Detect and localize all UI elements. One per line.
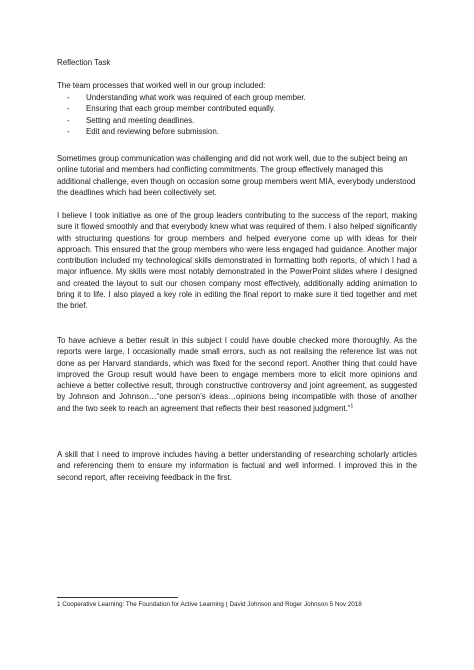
intro-text: The team processes that worked well in our group included: bbox=[57, 81, 266, 90]
footnote-marker: 1 bbox=[350, 403, 354, 410]
list-item: - Understanding what work was required of each group member. bbox=[67, 93, 306, 102]
paragraph-initiative: I believe I took initiative as one of the group leaders contributing to the success of the report, making sure it flowed smoothly and that everybody knew what was required of them. I also helped significantly with structuring questions for group members and helped everyone come up with ideas for their approach. This ensured that the group members who were less engaged had guidance. Another major contribution included my technological skills demonstrated in formatting both reports, of which I had a major influence. My skills were most notably demonstrated in the PowerPoint slides where I designed and created the layout to suit our chosen company most effectively, additionally adding animation to bring it to life. I also played a key role in editing the final report to make sure it tied together and met the brief. bbox=[57, 211, 417, 311]
paragraph-communication: Sometimes group communication was challenging and did not work well, due to the subject being an online tutorial and members had conflicting commitments. The group effectively managed this additional challenge, even though on occasion some group members went MIA, everybody understood the deadlines which had been collectively set. bbox=[57, 154, 416, 197]
paragraph-skill: A skill that I need to improve includes having a better understanding of researching scholarly articles and referencing them to ensure my information is factual and well informed. I improved this in the second report, after receiving feedback in the first. bbox=[57, 450, 417, 482]
footnote-text: 1 Cooperative Learning: The Foundation for Active Learning ( David Johnson and Roger Johnson 5 Nov 2018 bbox=[57, 601, 362, 608]
list-item: - Ensuring that each group member contributed equally. bbox=[67, 104, 276, 114]
list-item: - Edit and reviewing before submission. bbox=[67, 126, 219, 136]
list-item: - Setting and meeting deadlines. bbox=[67, 115, 195, 125]
document-title: Reflection Task bbox=[57, 58, 111, 67]
paragraph-improvement-text: To have achieve a better result in this subject I could have double checked more thoroughly. As the reports were large, I occasionally made small errors, such as not realising the reference list was not done as per Harvard standards, which was fixed for the second report. Another thing that could have improved the Group result would have been to engage members more to elicit more opinions and achieve a better collective result, through constructive controversy and joint agreement, as suggested by Johnson and Johnson…“one person’s ideas…opinions being incompatible with those of another and the two seek to reach an agreement that reflects their best reasoned judgment.” bbox=[57, 336, 417, 413]
paragraph-improvement bbox=[57, 335, 417, 414]
process-list bbox=[67, 92, 306, 137]
footnote-separator bbox=[57, 597, 178, 598]
